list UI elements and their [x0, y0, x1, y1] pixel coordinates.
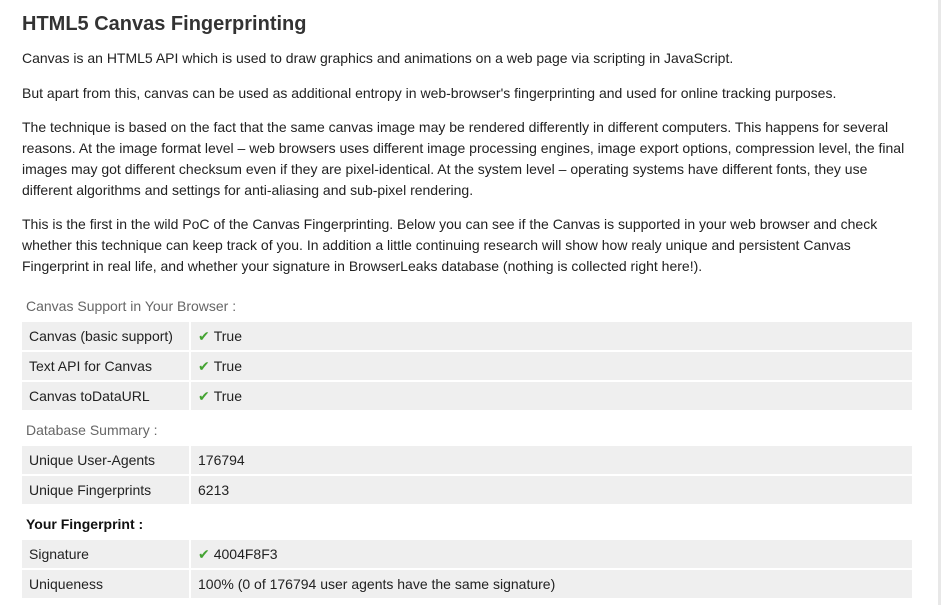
- check-icon: ✔: [198, 546, 210, 563]
- table-row: [22, 446, 912, 474]
- check-icon: ✔: [198, 328, 210, 345]
- fingerprint-label-uniqueness: Uniqueness: [22, 570, 191, 598]
- support-table: [22, 320, 912, 412]
- support-value-canvas: [191, 322, 912, 350]
- support-section-title: Canvas Support in Your Browser :: [26, 298, 237, 315]
- signature-value-text: 4004F8F3: [213, 546, 278, 563]
- support-label-canvas: Canvas (basic support): [22, 322, 191, 350]
- table-row: [22, 352, 912, 380]
- table-row: [22, 322, 912, 350]
- fingerprint-section-title: Your Fingerprint :: [26, 516, 144, 533]
- fingerprint-table: [22, 538, 912, 600]
- support-label-todataurl: Canvas toDataURL: [22, 382, 191, 410]
- database-table: [22, 444, 912, 506]
- check-icon: ✔: [198, 388, 210, 405]
- intro-paragraph-1: Canvas is an HTML5 API which is used to draw graphics and animations on a web page via scripting in JavaScript.: [22, 50, 734, 66]
- database-label-user-agents: Unique User-Agents: [22, 446, 191, 474]
- intro-paragraph-4: This is the first in the wild PoC of the Canvas Fingerprinting. Below you can see if the Canvas is supported in your web browser and check whether this technique can keep track of you. In addition a little continuing research will show how realy unique and persistent Canvas Fingerprint in real life, and whether your signature in BrowserLeaks database (nothing is collected right here!).: [22, 216, 878, 274]
- table-row: [22, 540, 912, 568]
- database-value-user-agents: 176794: [191, 446, 912, 474]
- intro-paragraph-2: But apart from this, canvas can be used as additional entropy in web-browser's fingerprinting and used for online tracking purposes.: [22, 84, 837, 101]
- support-value-todataurl: [191, 382, 912, 410]
- intro-paragraph-3: The technique is based on the fact that the same canvas image may be rendered differently in different computers. This happens for several reasons. At the image format level – web browsers uses different image processing engines, image export options, compression level, the final images may got different checksum even if they are pixel-identical. At the system level – operating systems have different fonts, they use different algorithms and settings for anti-aliasing and sub-pixel rendering.: [22, 119, 905, 198]
- support-value-text: True: [213, 388, 243, 405]
- database-value-fingerprints: 6213: [191, 476, 912, 504]
- page-title: HTML5 Canvas Fingerprinting: [22, 13, 307, 35]
- check-icon: ✔: [198, 358, 210, 375]
- database-section-title: Database Summary :: [26, 422, 158, 439]
- database-label-fingerprints: Unique Fingerprints: [22, 476, 191, 504]
- support-label-text-api: Text API for Canvas: [22, 352, 191, 380]
- main-content: [22, 10, 917, 602]
- table-row: [22, 570, 912, 598]
- support-value-text: True: [213, 358, 243, 375]
- support-value-text-api: [191, 352, 912, 380]
- table-row: [22, 382, 912, 410]
- fingerprint-value-uniqueness: 100% (0 of 176794 user agents have the same signature): [191, 570, 912, 598]
- fingerprint-label-signature: Signature: [22, 540, 191, 568]
- fingerprint-value-signature: [191, 540, 912, 568]
- support-value-text: True: [213, 328, 243, 345]
- table-row: [22, 476, 912, 504]
